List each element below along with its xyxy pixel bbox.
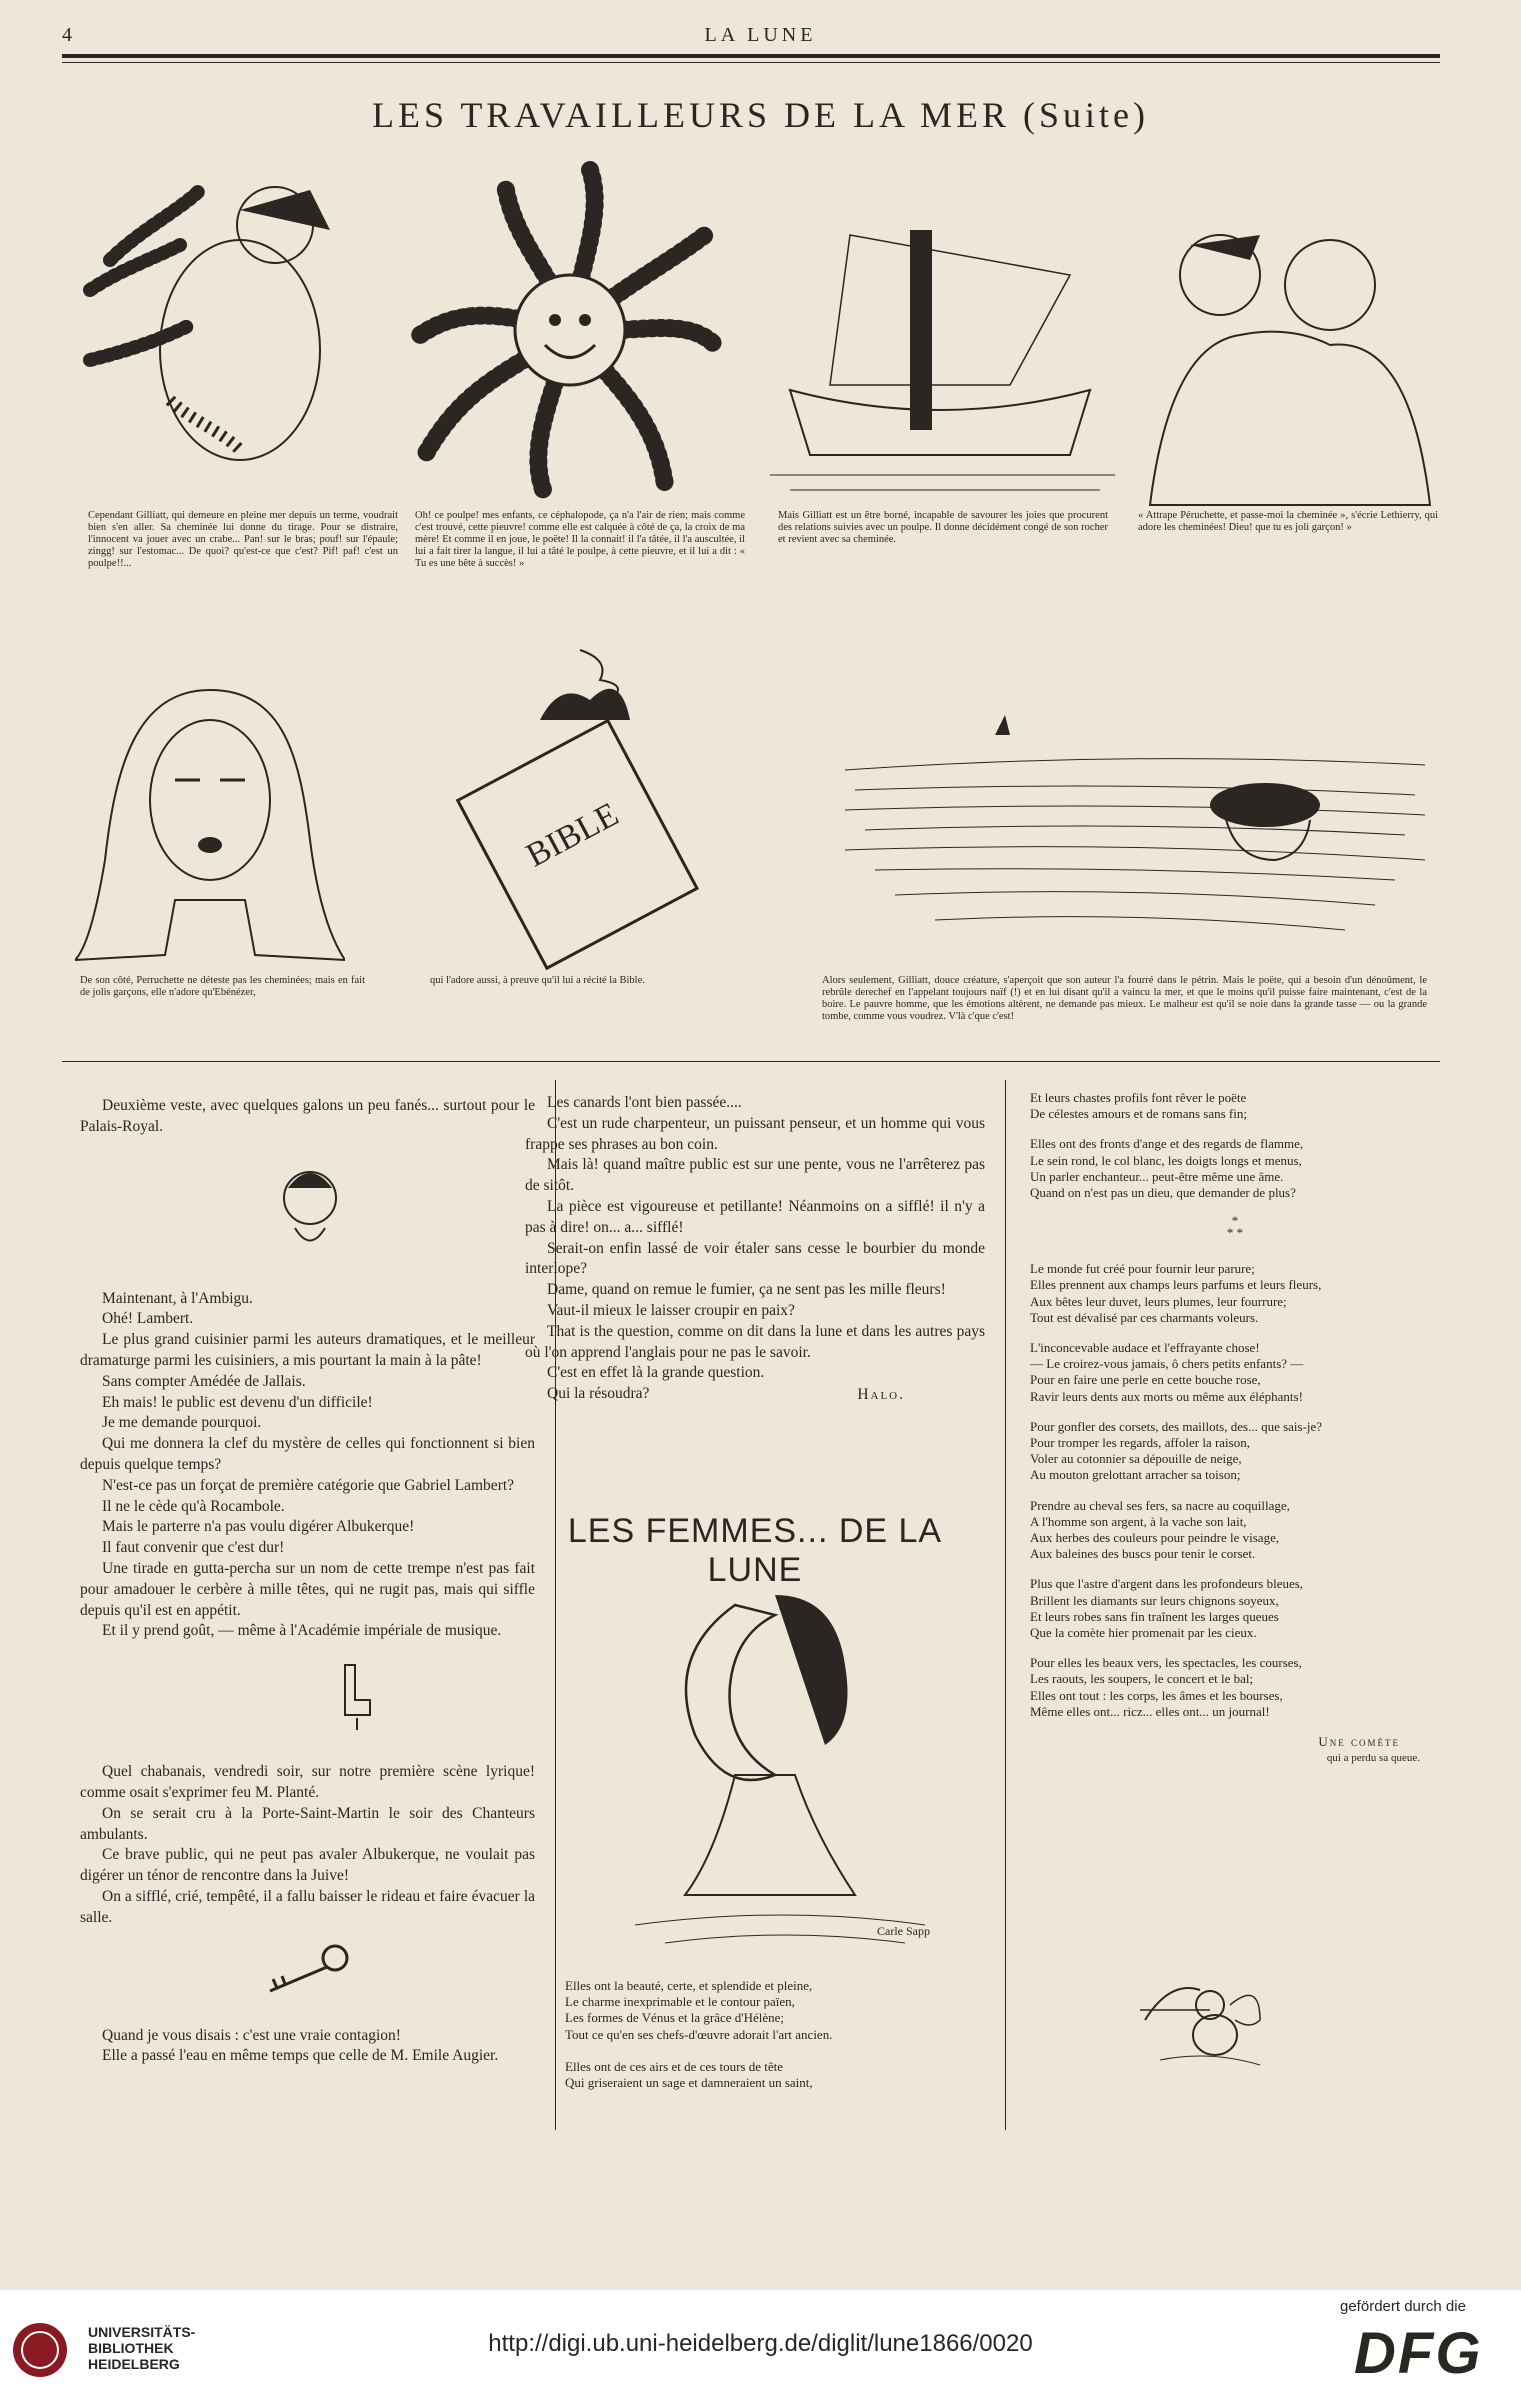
poem-line: Prendre au cheval ses fers, sa nacre au coquillage, [1030,1497,1290,1513]
col2-paragraph: Serait-on enfin lassé de voir étaler sans cesse le bourbier du monde interlope? [525,1239,985,1278]
poem-line: Qui griseraient un sage et damneraient un saint, [565,2075,813,2091]
poem-line: Aux herbes des couleurs pour peindre le visage, [1030,1530,1280,1546]
poem-line: Et leurs robes sans fin traînent les larges queues [1030,1608,1279,1624]
col1-paragraph: N'est-ce pas un forçat de première catégorie que Gabriel Lambert? [102,1476,515,1494]
moon-woman-illustration [625,1575,940,1955]
caption-1: Cependant Gilliatt, qui demeure en pleine mer depuis un terme, voudrait bien s'en aller. Sa cheminée lui donne du tirage. Pour se distraire, l'innocent va jouer avec un crabe... Pan! sur le bras; pouf! sur l'épaule; zingg! sur l'estomac... De quoi? qu'est-ce que c'est? Pif! paf! c'est un poulpe!!... [88,510,398,569]
poem-line: A l'homme son argent, à la vache son lait, [1030,1513,1247,1529]
poem-line: Aux bêtes leur duvet, leurs plumes, leur fourrure; [1030,1293,1287,1309]
university-line: HEIDELBERG [88,2356,180,2372]
poem-line: Même elles ont... ricz... elles ont... un journal! [1030,1703,1270,1719]
caption-7: Alors seulement, Gilliatt, douce créature, s'aperçoit que son auteur l'a fourré dans le pétrin. Mais le poëte, qui a besoin d'un dénoûment, le rebrûle derechef en l'appelant toujours naïf (!) et en lui disant qu'il a vaincu la mer, et que le moins qu'il puisse faire maintenant, c'est de la boire. Le pauvre homme, que les émotions altèrent, ne demande pas mieux. Le malheur est qu'il se noie dans la grande tasse — ou la grande tombe, comme vous voudrez. V'là c'que c'est! [822,975,1427,1022]
poem-line: Aux baleines des buscs pour tenir le corset. [1030,1546,1256,1562]
poem-line: Et leurs chastes profils font rêver le poëte [1030,1090,1247,1105]
poem-line: Pour elles les beaux vers, les spectacles, les courses, [1030,1655,1302,1671]
col1-paragraph: Eh mais! le public est devenu d'un difficile! [102,1393,373,1411]
col2-paragraph: Qui la résoudra? [547,1385,650,1403]
perruchette-portrait-illustration [75,680,345,970]
chimney-boat-illustration [770,215,1115,505]
poem-line: Le charme inexprimable et le contour païen, [565,1994,795,2010]
col1-paragraph: Mais le parterre n'a pas voulu digérer Albukerque! [102,1518,415,1536]
section-separator [62,1061,1440,1062]
main-title: LES TRAVAILLEURS DE LA MER (Suite) [371,95,1150,135]
col2-paragraph: Dame, quand on remue le fumier, ça ne sent pas les mille fleurs! [547,1281,946,1299]
col2-paragraph: Mais là! quand maître public est sur une pente, vous ne l'arrêterez pas de sitôt. [525,1156,985,1195]
page-number: 4 [62,24,72,46]
col1-paragraph: Et il y prend goût, — même à l'Académie impériale de musique. [102,1622,502,1640]
university-line: UNIVERSITÄTS- [88,2324,196,2340]
funded-by-text: gefördert durch die [1340,2298,1466,2315]
col1-paragraph: Sans compter Amédée de Jallais. [102,1372,306,1390]
femmes-title: LES FEMMES... DE LA LUNE [567,1512,943,1589]
caption-3: Mais Gilliatt est un être borné, incapable de savourer les joies que procurent des relations suivies avec un poulpe. Il donne décidément congé de son rocher et revient avec sa cheminée. [778,510,1108,545]
asterism-top: * [1231,1213,1239,1229]
poem-line: De célestes amours et de romans sans fin; [1030,1106,1247,1122]
column-3 [1030,1090,1440,1767]
gilliatt-drowning-illustration [845,710,1425,955]
gilliatt-octopus-illustration [70,150,380,495]
col1-paragraph: Le plus grand cuisinier parmi les auteurs dramatiques, et le meilleur dramaturge parmi les cuisiniers, a mis pourtant la main à la pâte! [80,1331,535,1369]
col1-paragraph: On se serait cru à la Porte-Saint-Martin le soir des Chanteurs ambulants. [80,1804,535,1843]
poem-line: L'inconcevable audace et l'effrayante chose! [1030,1340,1260,1356]
poem-line: Que la comète hier promenait par les cieux. [1030,1625,1257,1641]
poem-line: Plus que l'astre d'argent dans les profondeurs bleues, [1030,1576,1304,1592]
caption-4: « Attrape Péruchette, et passe-moi la cheminée », s'écrie Lethierry, qui adore les cheminées! Dieu! que tu es joli garçon! » [1138,510,1438,533]
col1-paragraph: Maintenant, à l'Ambigu. [102,1289,253,1307]
poem-line: Elles ont de ces airs et de ces tours de tête [565,2058,784,2074]
engraver-signature: Carle Sapp [877,1924,930,1938]
comete-subtitle: qui a perdu sa queue. [1326,1752,1420,1765]
poem-line: Le sein rond, le col blanc, les doigts longs et menus, [1030,1152,1302,1168]
caricature-vignette [270,1158,350,1253]
col1-paragraph: Ohé! Lambert. [102,1310,194,1328]
caption-5: De son côté, Perruchette ne déteste pas les cheminées; mais en fait de jolis garçons, elle n'adore qu'Ebénézer, [80,975,365,998]
col1-paragraph: Il ne le cède qu'à Rocambole. [102,1497,285,1515]
cupid-illustration [1130,1960,1270,2075]
column-1 [80,1096,535,2067]
caption-2: Oh! ce poulpe! mes enfants, ce céphalopode, ça n'a l'air de rien; mais comme c'est trouvé, cette pieuvre! comme elle est calquée à côté de ça, la croix de ma mère! Et comme il en joue, le poëte! Il la connait! il l'a tâtée, il l'a auscultée, il lui a fait tirer la langue, il lui a tâté le poulpe, à cette pieuvre, et il lui a dit : « Tu es une bête à succès! » [415,510,745,569]
bible-illustration [450,640,700,970]
poem-line: Elles ont des fronts d'ange et des regards de flamme, [1030,1136,1304,1152]
poem-line: — Le croirez-vous jamais, ô chers petits enfants? — [1030,1356,1304,1372]
poem-line: Ravir leurs dents aux morts ou même aux éléphants! [1030,1388,1303,1404]
octopus-illustration [405,155,735,505]
lethierry-embrace-illustration [1130,215,1440,510]
header-rule [62,54,1440,58]
source-url[interactable]: http://digi.ub.uni-heidelberg.de/diglit/lune1866/0020 [488,2330,1033,2357]
key-icon [255,1943,355,1998]
poem-line: Voler au cotonnier sa dépouille de neige, [1030,1451,1242,1467]
poem-line: Les formes de Vénus et la grâce d'Hélène; [565,2010,785,2026]
col2-paragraph: C'est en effet là la grande question. [547,1364,765,1382]
col1-paragraph: Elle a passé l'eau en même temps que celle de M. Emile Augier. [102,2047,499,2065]
faucet-vignette [335,1660,385,1732]
col2-paragraph: Les canards l'ont bien passée.... [547,1094,742,1111]
column-2 [525,1093,985,1406]
journal-title: LA LUNE [704,24,817,46]
caption-6: qui l'adore aussi, à preuve qu'il lui a récité la Bible. [430,975,645,986]
asterism-bottom: * * [1226,1225,1244,1241]
poem-line: Quand on n'est pas un dieu, que demander de plus? [1030,1185,1296,1201]
poem-line: Le monde fut créé pour fournir leur parure; [1030,1261,1255,1277]
poem-line: Pour tromper les regards, affoler la raison, [1030,1435,1250,1451]
university-line: BIBLIOTHEK [88,2340,174,2356]
bible-label: BIBLE [520,795,625,875]
col2-paragraph: Vaut-il mieux le laisser croupir en paix? [547,1301,795,1319]
column-rule-2 [1005,1080,1006,2130]
col1-paragraph: Deuxième veste, avec quelques galons un peu fanés... surtout pour le Palais-Royal. [80,1097,535,1135]
col2-paragraph: C'est un rude charpenteur, un puissant penseur, et un homme qui vous frappe ses phrases au bon coin. [525,1114,985,1153]
comete-signature: Une comète [1318,1734,1400,1750]
col2-paragraph: That is the question, comme on dit dans la lune et dans les autres pays où l'on apprend l'anglais pour ne pas le savoir. [525,1322,985,1361]
poem-line: Tout ce qu'en ses chefs-d'œuvre adorait l'art ancien. [565,2026,833,2042]
poem-line: Les raouts, les soupers, le concert et le bal; [1030,1671,1254,1687]
col1-paragraph: Ce brave public, qui ne peut pas avaler Albukerque, ne voulait pas digérer un ténor de rencontre dans la Juive! [80,1846,535,1885]
poem-line: Elles prennent aux champs leurs parfums et leurs fleurs, [1030,1277,1322,1293]
col1-paragraph: On a sifflé, crié, tempêté, il a fallu baisser le rideau et faire évacuer la salle. [80,1887,535,1926]
poem-line: Pour en faire une perle en cette bouche rose, [1030,1372,1261,1388]
poem-line: Un parler enchanteur... peut-être même une âme. [1030,1168,1284,1184]
col1-paragraph: Une tirade en gutta-percha sur un nom de cette trempe n'est pas fait pour amadouer le cerbère à mille têtes, qui ne rugit pas, mais qui siffle depuis qu'il est en appétit. [80,1559,535,1619]
poem-line: Brillent les diamants sur leurs chignons soyeux, [1030,1592,1279,1608]
header-rule-thin [62,62,1440,63]
poem-line: Pour gonfler des corsets, des maillots, des... que sais-je? [1030,1418,1323,1434]
col2-paragraph: La pièce est vigoureuse et petillante! Néanmoins on a sifflé! il n'y a pas à dire! on... a... sifflé! [525,1197,985,1236]
poem-line: Elles ont tout : les corps, les âmes et les bourses, [1030,1687,1283,1703]
footer-bar [0,2290,1521,2399]
poem-line: Elles ont la beauté, certe, et splendide et pleine, [565,1978,813,1993]
poem-line: Tout est dévalisé par ces charmants voleurs. [1030,1309,1259,1325]
poem-line: Au mouton grelottant arracher sa toison; [1030,1467,1241,1483]
col1-paragraph: Quel chabanais, vendredi soir, sur notre première scène lyrique! comme osait s'exprimer feu M. Planté. [80,1763,535,1801]
col1-paragraph: Quand je vous disais : c'est une vraie contagion! [102,2026,401,2044]
col1-paragraph: Je me demande pourquoi. [102,1414,262,1432]
col1-paragraph: Il faut convenir que c'est dur! [102,1539,285,1557]
halo-signature: Halo. [857,1385,905,1403]
dfg-logo: DFG [1354,2321,1483,2386]
col1-paragraph: Qui me donnera la clef du mystère de celles qui fonctionnent si bien depuis quelque temps? [80,1435,535,1473]
poem-part-a [565,1978,985,2091]
